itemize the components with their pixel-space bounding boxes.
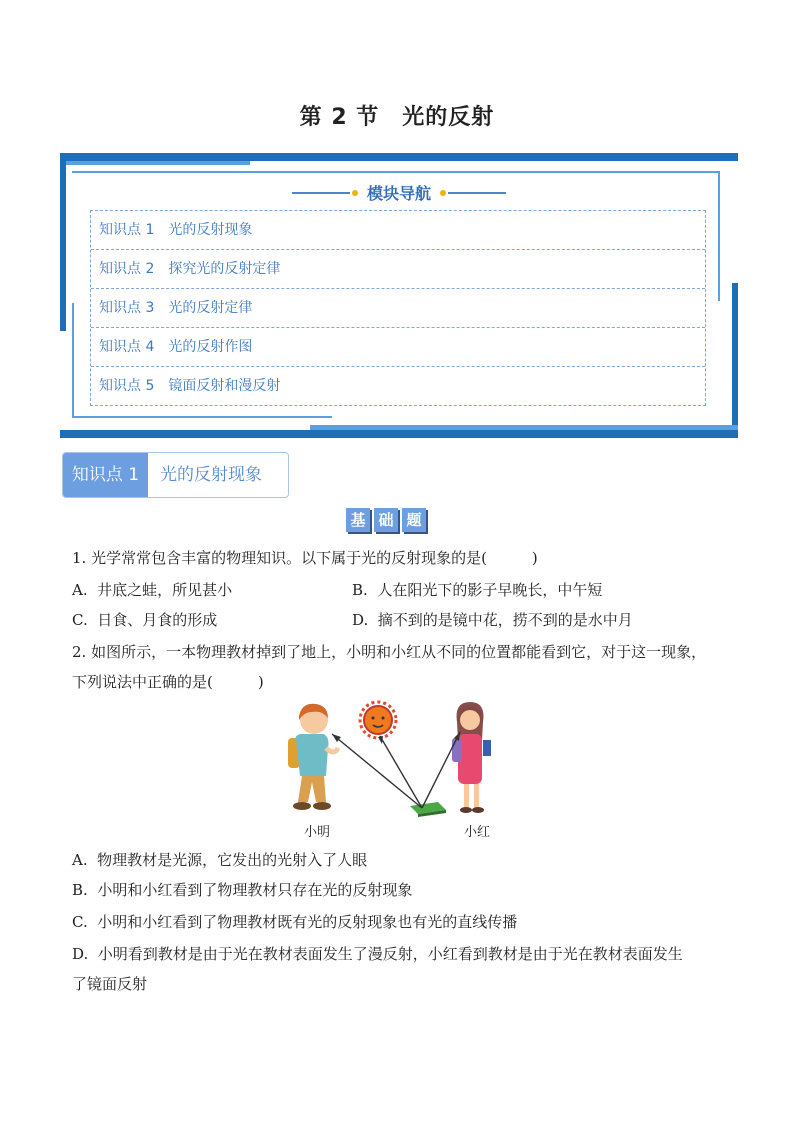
basic-char: 题 — [402, 508, 426, 532]
nav-item-2[interactable]: 知识点 2 探究光的反射定律 — [91, 250, 705, 289]
section-tag — [62, 452, 289, 498]
q1-option-b: B. 人在阳光下的影子早晚长，中午短 — [352, 581, 603, 599]
q1-option-d: D. 摘不到的是镜中花，捞不到的是水中月 — [352, 611, 633, 629]
q2-stem-line2: 下列说法中正确的是( ) — [72, 673, 264, 691]
reflection-illustration — [282, 698, 512, 846]
boy-label: 小明 — [304, 825, 331, 840]
book-icon — [410, 802, 446, 817]
q1-option-a: A. 井底之蛙，所见甚小 — [72, 581, 233, 599]
q2-option-a: A. 物理教材是光源，它发出的光射入了人眼 — [72, 851, 368, 869]
girl-label: 小红 — [464, 825, 491, 840]
q2-option-c: C. 小明和小红看到了物理教材既有光的反射现象也有光的直线传播 — [72, 913, 518, 931]
q2-option-d-line2: 了镜面反射 — [72, 975, 148, 993]
frame-bar — [732, 283, 738, 433]
basic-char: 基 — [346, 508, 370, 532]
frame-line — [72, 416, 332, 418]
ray-arrows — [332, 732, 460, 744]
sun-icon — [360, 702, 396, 738]
section-number: 知识点 1 — [63, 453, 148, 497]
section-name: 光的反射现象 — [160, 465, 262, 485]
basic-level-tag — [346, 508, 430, 533]
nav-item-3[interactable]: 知识点 3 光的反射定律 — [91, 289, 705, 328]
frame-bar — [60, 430, 738, 438]
nav-item-5[interactable]: 知识点 5 镜面反射和漫反射 — [99, 378, 281, 394]
nav-heading — [60, 181, 738, 204]
nav-item-1[interactable]: 知识点 1 光的反射现象 — [91, 211, 705, 250]
nav-list — [90, 210, 706, 406]
page-title: 第 2 节 光的反射 — [299, 105, 495, 130]
frame-line — [72, 303, 74, 418]
basic-char: 础 — [374, 508, 398, 532]
nav-item-4[interactable]: 知识点 4 光的反射作图 — [91, 328, 705, 367]
module-navigation — [60, 153, 738, 438]
frame-line — [72, 171, 720, 173]
q1-stem: 1. 光学常常包含丰富的物理知识。以下属于光的反射现象的是( ) — [72, 549, 538, 567]
q2-option-b: B. 小明和小红看到了物理教材只存在光的反射现象 — [72, 881, 413, 899]
frame-bar — [60, 161, 250, 165]
light-rays — [332, 732, 460, 808]
q1-option-c: C. 日食、月食的形成 — [72, 611, 218, 629]
q2-option-d-line1: D. 小明看到教材是由于光在教材表面发生了漫反射，小红看到教材是由于光在教材表面发生 — [72, 945, 683, 963]
nav-heading-text: 模块导航 — [366, 184, 431, 203]
girl-figure — [452, 702, 491, 813]
frame-bar — [60, 153, 738, 161]
boy-figure — [288, 704, 338, 810]
q2-stem-line1: 2. 如图所示，一本物理教材掉到了地上，小明和小红从不同的位置都能看到它，对于这一现象， — [72, 643, 707, 661]
reflection-figure — [282, 698, 512, 846]
